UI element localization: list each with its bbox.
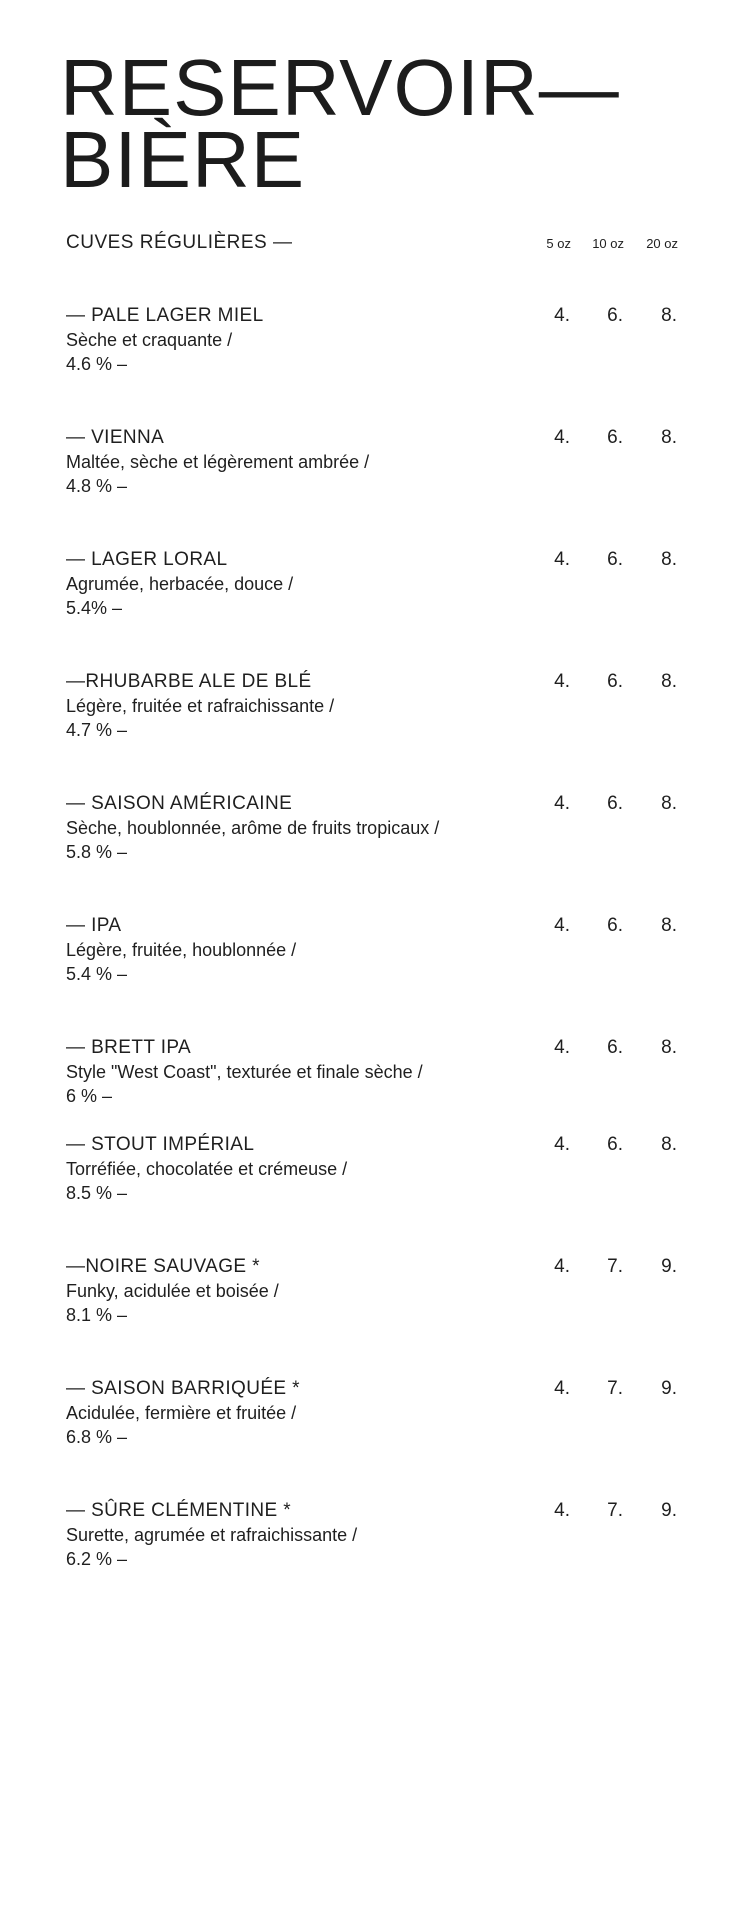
price-10oz: 6.	[607, 915, 623, 936]
size-header-20oz: 20 oz	[646, 236, 678, 251]
beer-item	[66, 914, 686, 986]
title-line-1: RESERVOIR—	[60, 43, 620, 132]
beer-description: Agrumée, herbacée, douce /	[66, 574, 294, 594]
beer-name: —NOIRE SAUVAGE *	[66, 1256, 260, 1277]
price-20oz: 9.	[661, 1256, 677, 1277]
beer-abv: 4.7 % –	[66, 720, 128, 740]
price-10oz: 6.	[607, 305, 623, 326]
beer-item	[66, 670, 686, 742]
beer-abv: 5.4 % –	[66, 964, 128, 984]
price-20oz: 8.	[661, 915, 677, 936]
beer-name: — LAGER LORAL	[66, 549, 228, 570]
page-title	[60, 43, 620, 204]
beer-description: Torréfiée, chocolatée et crémeuse /	[66, 1159, 348, 1179]
price-20oz: 9.	[661, 1378, 677, 1399]
beer-abv: 5.4% –	[66, 598, 123, 618]
price-10oz: 6.	[607, 793, 623, 814]
beer-abv: 6.8 % –	[66, 1427, 128, 1447]
beer-name: — SÛRE CLÉMENTINE *	[66, 1500, 292, 1521]
beer-item	[66, 304, 686, 376]
price-5oz: 4.	[554, 915, 570, 936]
price-5oz: 4.	[554, 1037, 570, 1058]
beer-description: Funky, acidulée et boisée /	[66, 1281, 279, 1301]
beer-item	[66, 1133, 686, 1205]
price-10oz: 6.	[607, 1134, 623, 1155]
beer-description: Sèche, houblonnée, arôme de fruits tropicaux /	[66, 818, 440, 838]
beer-item	[66, 1255, 686, 1327]
beer-description: Maltée, sèche et légèrement ambrée /	[66, 452, 370, 472]
price-20oz: 9.	[661, 1500, 677, 1521]
beer-name: — SAISON AMÉRICAINE	[66, 793, 293, 814]
beer-abv: 8.5 % –	[66, 1183, 128, 1203]
price-5oz: 4.	[554, 305, 570, 326]
beer-description: Sèche et craquante /	[66, 330, 233, 350]
price-10oz: 6.	[607, 549, 623, 570]
beer-name: — PALE LAGER MIEL	[66, 305, 264, 326]
price-5oz: 4.	[554, 1256, 570, 1277]
beer-name: — STOUT IMPÉRIAL	[66, 1134, 255, 1155]
size-header-5oz: 5 oz	[546, 236, 571, 251]
beer-abv: 5.8 % –	[66, 842, 128, 862]
price-5oz: 4.	[554, 793, 570, 814]
beer-item	[66, 1499, 686, 1571]
price-20oz: 8.	[661, 1134, 677, 1155]
beer-item	[66, 1036, 686, 1108]
size-header-10oz: 10 oz	[592, 236, 624, 251]
beer-abv: 4.6 % –	[66, 354, 128, 374]
beer-name: — BRETT IPA	[66, 1037, 192, 1058]
price-20oz: 8.	[661, 305, 677, 326]
price-20oz: 8.	[661, 427, 677, 448]
beer-description: Légère, fruitée et rafraichissante /	[66, 696, 335, 716]
beer-item	[66, 792, 686, 864]
price-20oz: 8.	[661, 1037, 677, 1058]
beer-description: Acidulée, fermière et fruitée /	[66, 1403, 297, 1423]
beer-abv: 6.2 % –	[66, 1549, 128, 1569]
price-10oz: 6.	[607, 427, 623, 448]
beer-abv: 6 % –	[66, 1086, 113, 1106]
price-10oz: 7.	[607, 1256, 623, 1277]
price-10oz: 7.	[607, 1500, 623, 1521]
price-5oz: 4.	[554, 549, 570, 570]
beer-description: Style "West Coast", texturée et finale sèche /	[66, 1062, 423, 1082]
beer-name: — SAISON BARRIQUÉE *	[66, 1378, 300, 1399]
beer-item	[66, 1377, 686, 1449]
beer-description: Légère, fruitée, houblonnée /	[66, 940, 297, 960]
price-5oz: 4.	[554, 1134, 570, 1155]
price-5oz: 4.	[554, 1500, 570, 1521]
beer-name: — IPA	[66, 915, 122, 936]
beer-abv: 4.8 % –	[66, 476, 128, 496]
price-5oz: 4.	[554, 1378, 570, 1399]
price-10oz: 7.	[607, 1378, 623, 1399]
price-5oz: 4.	[554, 671, 570, 692]
price-5oz: 4.	[554, 427, 570, 448]
price-20oz: 8.	[661, 549, 677, 570]
title-line-2: BIÈRE	[60, 115, 306, 204]
price-20oz: 8.	[661, 671, 677, 692]
beer-name: — VIENNA	[66, 427, 165, 448]
beer-item	[66, 548, 686, 620]
beer-item	[66, 426, 686, 498]
price-20oz: 8.	[661, 793, 677, 814]
section-label: CUVES RÉGULIÈRES —	[66, 232, 293, 253]
beer-description: Surette, agrumée et rafraichissante /	[66, 1525, 358, 1545]
price-10oz: 6.	[607, 1037, 623, 1058]
beer-name: —RHUBARBE ALE DE BLÉ	[66, 671, 312, 692]
price-10oz: 6.	[607, 671, 623, 692]
beer-abv: 8.1 % –	[66, 1305, 128, 1325]
